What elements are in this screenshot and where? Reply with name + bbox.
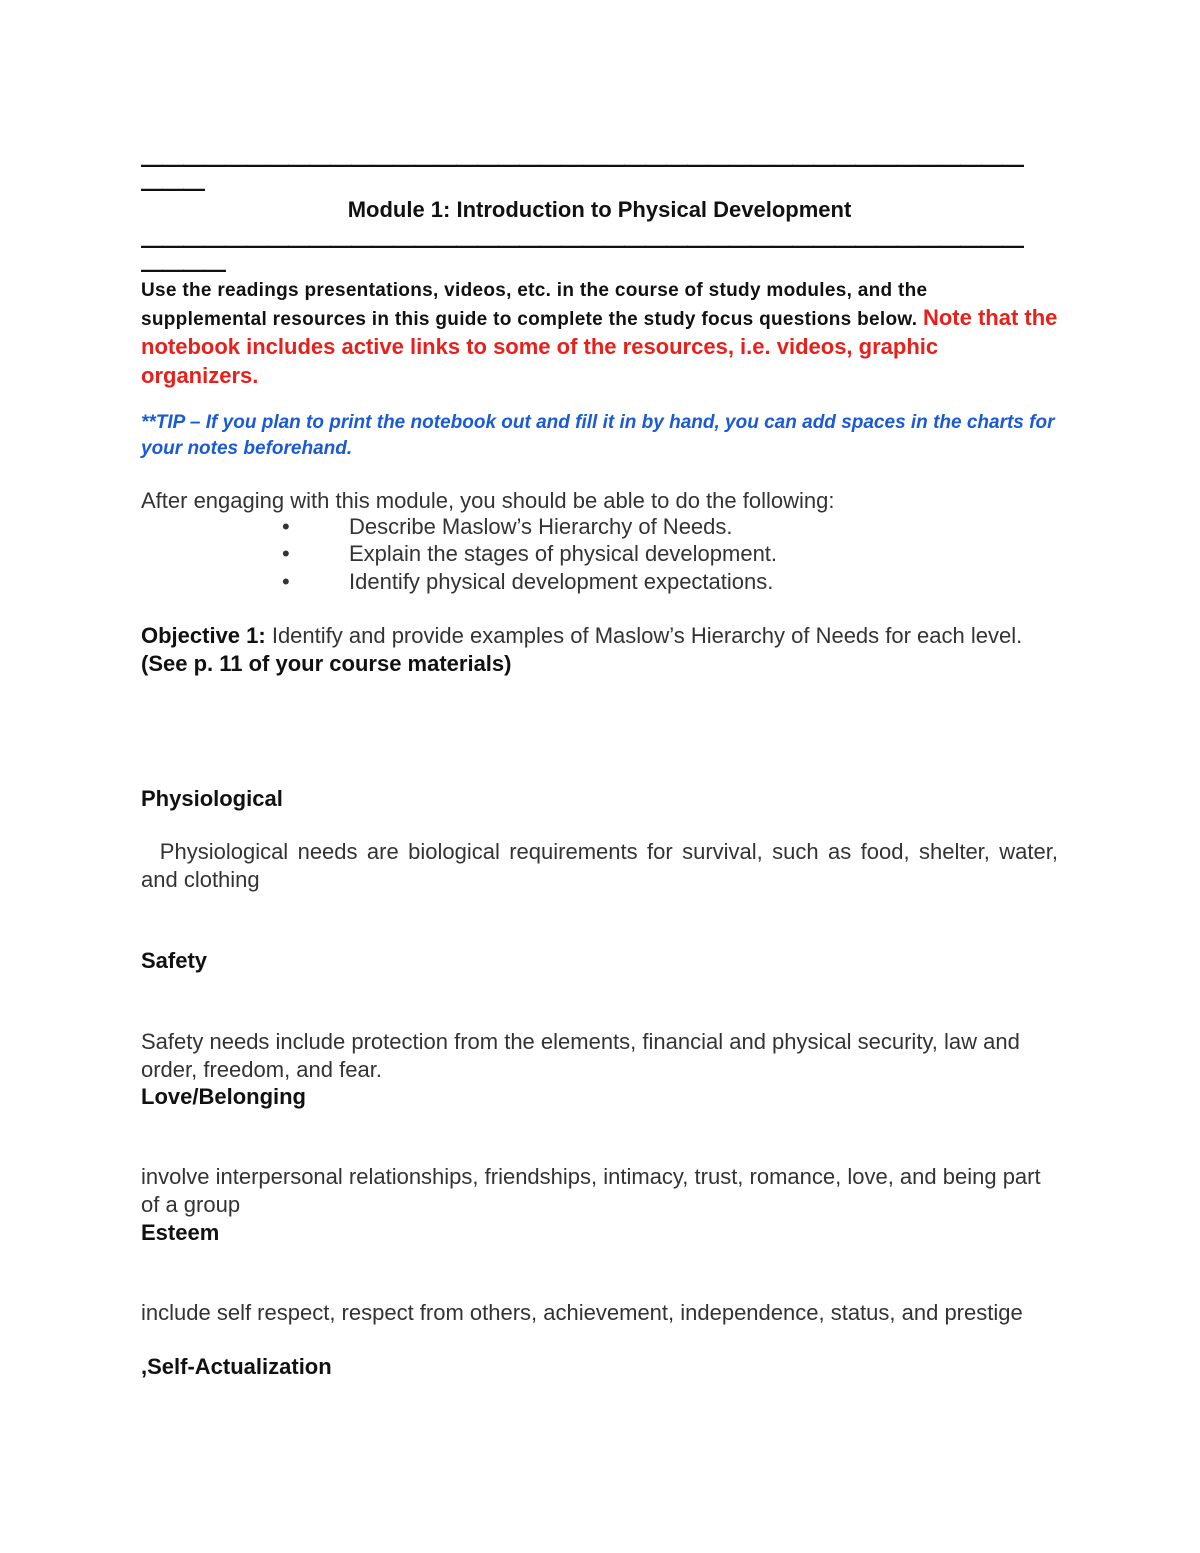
intro-paragraph — [141, 277, 1058, 391]
header-rule-top-continuation: ——— — [141, 176, 204, 201]
intro-links-note: Note that the notebook includes active links to some of the resources, i.e. videos, graphic organizers. — [141, 305, 1058, 388]
need-heading-safety: Safety — [141, 948, 208, 973]
bullet-glyph: • — [282, 569, 290, 594]
need-heading-physiological: Physiological — [141, 786, 283, 811]
outcome-item — [282, 513, 733, 541]
outcome-text: Explain the stages of physical development. — [349, 541, 778, 566]
need-heading-self-actualization: ,Self-Actualization — [141, 1354, 332, 1379]
outcome-text: Identify physical development expectations. — [349, 569, 774, 594]
intro-instructions: Use the readings presentations, videos, etc. in the course of study modules, and the supplemental resources in this guide to complete the study focus questions below. — [141, 280, 928, 330]
outcome-item — [282, 568, 773, 596]
outcome-item — [282, 540, 777, 568]
bullet-glyph: • — [282, 541, 290, 566]
objective-reference: (See p. 11 of your course materials) — [141, 651, 512, 676]
objective-1 — [141, 622, 1058, 678]
outcomes-lead: After engaging with this module, you should be able to do the following: — [141, 488, 835, 513]
page-title: Module 1: Introduction to Physical Development — [347, 197, 852, 222]
need-answer-physiological: Physiological needs are biological requirements for survival, such as food, shelter, water, and clothing — [141, 839, 1065, 892]
header-rule-top: —————————————————————————————————————————— — [141, 152, 1023, 177]
header-rule-bottom-continuation: ———— — [141, 257, 225, 282]
tip-note: **TIP – If you plan to print the notebook out and fill it in by hand, you can add spaces in the charts for your notes beforehand. — [141, 412, 1055, 459]
objective-label: Objective 1: — [141, 623, 266, 648]
need-heading-esteem: Esteem — [141, 1220, 220, 1245]
bullet-glyph: • — [282, 514, 290, 539]
need-heading-love-belonging: Love/Belonging — [141, 1084, 306, 1109]
need-answer-esteem: include self respect, respect from others, achievement, independence, status, and prestige — [141, 1300, 1023, 1325]
header-rule-bottom: —————————————————————————————————————————— — [141, 233, 1023, 258]
objective-text: Identify and provide examples of Maslow’s Hierarchy of Needs for each level. — [265, 623, 1023, 648]
need-answer-safety: Safety needs include protection from the elements, financial and physical security, law and order, freedom, and fear. — [141, 1029, 1020, 1082]
need-answer-love-belonging: involve interpersonal relationships, friendships, intimacy, trust, romance, love, and being part of a group — [141, 1164, 1041, 1217]
outcome-text: Describe Maslow’s Hierarchy of Needs. — [349, 514, 733, 539]
